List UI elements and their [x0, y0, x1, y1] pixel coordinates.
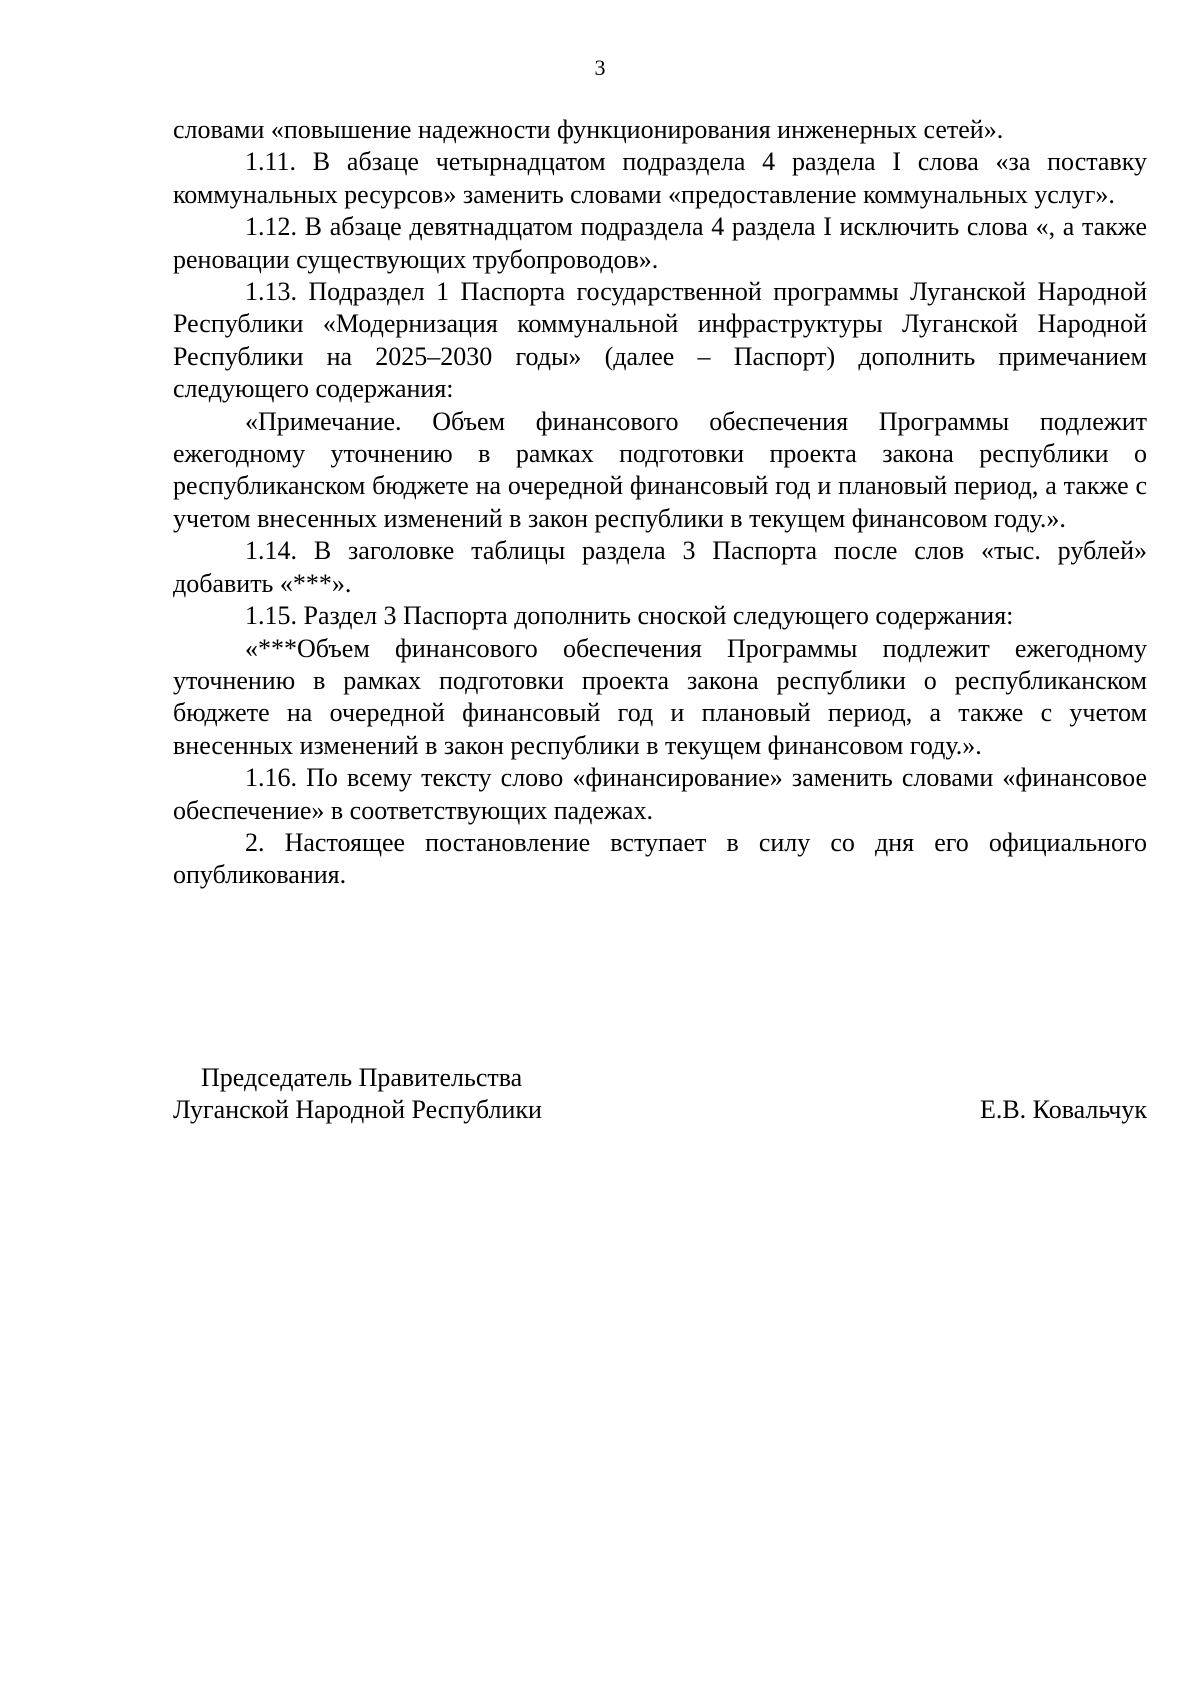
page-number: 3: [594, 55, 606, 80]
paragraph-1-11: 1.11. В абзаце четырнадцатом подраздела 4 раздела I слова «за поставку коммунальных ресурсов» заменить словами «предоставление коммунальных услуг».: [173, 147, 1147, 209]
paragraph-2: 2. Настоящее постановление вступает в силу со дня его официального опубликования.: [173, 827, 1147, 890]
paragraph-1-15: 1.15. Раздел 3 Паспорта дополнить сноской следующего содержания:: [245, 601, 1014, 631]
paragraph-footnote-1-15: «***Объем финансового обеспечения Программы подлежит ежегодному уточнению в рамках подготовки проекта закона республики о республиканском бюджете на очередной финансовый год и плановый период, а также с учетом внесенных изменений в закон республики в текущем финансовом году.».: [173, 633, 1147, 760]
paragraph-1-14: 1.14. В заголовке таблицы раздела 3 Паспорта после слов «тыс. рублей» добавить «***».: [173, 536, 1147, 598]
paragraph-1-12: 1.12. В абзаце девятнадцатом подраздела 4 раздела I исключить слова «, а также реновации существующих трубопроводов».: [173, 212, 1147, 274]
paragraph-1-13: 1.13. Подраздел 1 Паспорта государственной программы Луганской Народной Республики «Модернизация коммунальной инфраструктуры Луганской Народной Республики на 2025–2030 годы» (далее – Паспорт) дополнить примечанием следующего содержания:: [173, 277, 1147, 404]
paragraph-continuation: словами «повышение надежности функционирования инженерных сетей».: [173, 115, 1004, 144]
signature-row: [173, 1094, 1147, 1126]
signature-block: [173, 1062, 1147, 1127]
paragraph-1-16: 1.16. По всему тексту слово «финансирование» заменить словами «финансовое обеспечение» в соответствующих падежах.: [173, 763, 1147, 825]
paragraph-note-1-13: «Примечание. Объем финансового обеспечения Программы подлежит ежегодному уточнению в рамках подготовки проекта закона республики о республиканском бюджете на очередной финансовый год и плановый период, а также с учетом внесенных изменений в закон республики в текущем финансовом году.».: [173, 406, 1147, 533]
signatory-name: Е.В. Ковальчук: [979, 1095, 1147, 1125]
document-body: [173, 114, 1147, 892]
signatory-title-line1: Председатель Правительства: [201, 1063, 523, 1092]
signatory-title-line2: Луганской Народной Республики: [173, 1095, 542, 1125]
